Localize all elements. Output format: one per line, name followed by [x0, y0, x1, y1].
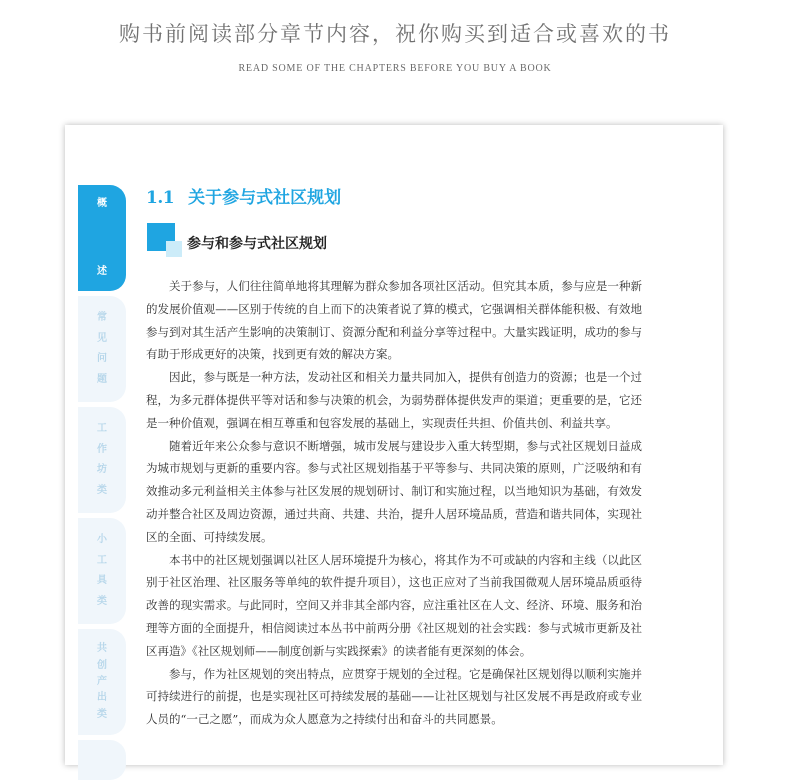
page-header-title: 购书前阅读部分章节内容，祝你购买到适合或喜欢的书	[119, 22, 671, 46]
tab-co-creation-outputs[interactable]: 共 创 产 出 类	[78, 629, 126, 735]
body-text	[146, 275, 642, 731]
paragraph: 参与，作为社区规划的突出特点，应贯穿于规划的全过程。它是确保社区规划得以顺利实施并可持续进行的前提，也是实现社区可持续发展的基础——让社区规划与社区发展不再是政府或专业人员的“一己之愿”，而成为众人愿意为之持续付出和奋斗的共同愿景。	[146, 666, 642, 727]
subsection-title: 参与和参与式社区规划	[187, 236, 327, 252]
paragraph: 关于参与，人们往往简单地将其理解为群众参加各项社区活动。但究其本质，参与应是一种新的发展价值观——区别于传统的自上而下的决策者说了算的模式，它强调相关群体能积极、有效地参与到对其生活产生影响的决策制订、资源分配和利益分享等过程中。大量实践证明，成功的参与有助于形成更好的决策，找到更有效的解决方案。	[146, 279, 642, 362]
section-heading	[146, 183, 341, 208]
tab-workshops[interactable]: 工 作 坊 类	[78, 407, 126, 513]
section-title: 关于参与式社区规划	[188, 188, 342, 208]
tab-small-tools[interactable]: 小 工 具 类	[78, 518, 126, 624]
tab-next[interactable]	[78, 740, 126, 780]
section-number: 1.1	[146, 188, 175, 208]
subsection-marker-accent-icon	[166, 241, 182, 257]
paragraph: 本书中的社区规划强调以社区人居环境提升为核心，将其作为不可或缺的内容和主线（以此区别于社区治理、社区服务等单纯的软件提升项目），这也正应对了当前我国微观人居环境品质亟待改善的现实需求。与此同时，空间又并非其全部内容，应注重社区在人文、经济、环境、服务和治理等方面的全面提升，相信阅读过本丛书中前两分册《社区规划的社会实践：参与式城市更新及社区再造》《社区规划师——制度创新与实践探索》的读者能有更深刻的体会。	[146, 552, 642, 658]
paragraph: 随着近年来公众参与意识不断增强，城市发展与建设步入重大转型期，参与式社区规划日益成为城市规划与更新的重要内容。参与式社区规划指基于平等参与、共同决策的原则，广泛吸纳和有效推动多元利益相关主体参与社区发展的规划研讨、制订和实施过程，以当地知识为基础，有效发动并整合社区及周边资源，通过共商、共建、共治，提升人居环境品质，营造和谐共同体，实现社区的全面、可持续发展。	[146, 438, 642, 544]
tab-common-questions[interactable]: 常 见 问 题	[78, 296, 126, 402]
book-page	[65, 125, 723, 765]
page-header-subtitle: READ SOME OF THE CHAPTERS BEFORE YOU BUY A BOOK	[238, 63, 552, 74]
paragraph: 因此，参与既是一种方法，发动社区和相关力量共同加入，提供有创造力的资源；也是一个过程，为多元群体提供平等对话和参与决策的机会，为弱势群体提供发声的渠道；更重要的是，它还是一种价值观，强调在相互尊重和包容发展的基础上，实现责任共担、价值共创、利益共享。	[146, 370, 642, 430]
tab-overview[interactable]: 概 述	[78, 185, 126, 291]
